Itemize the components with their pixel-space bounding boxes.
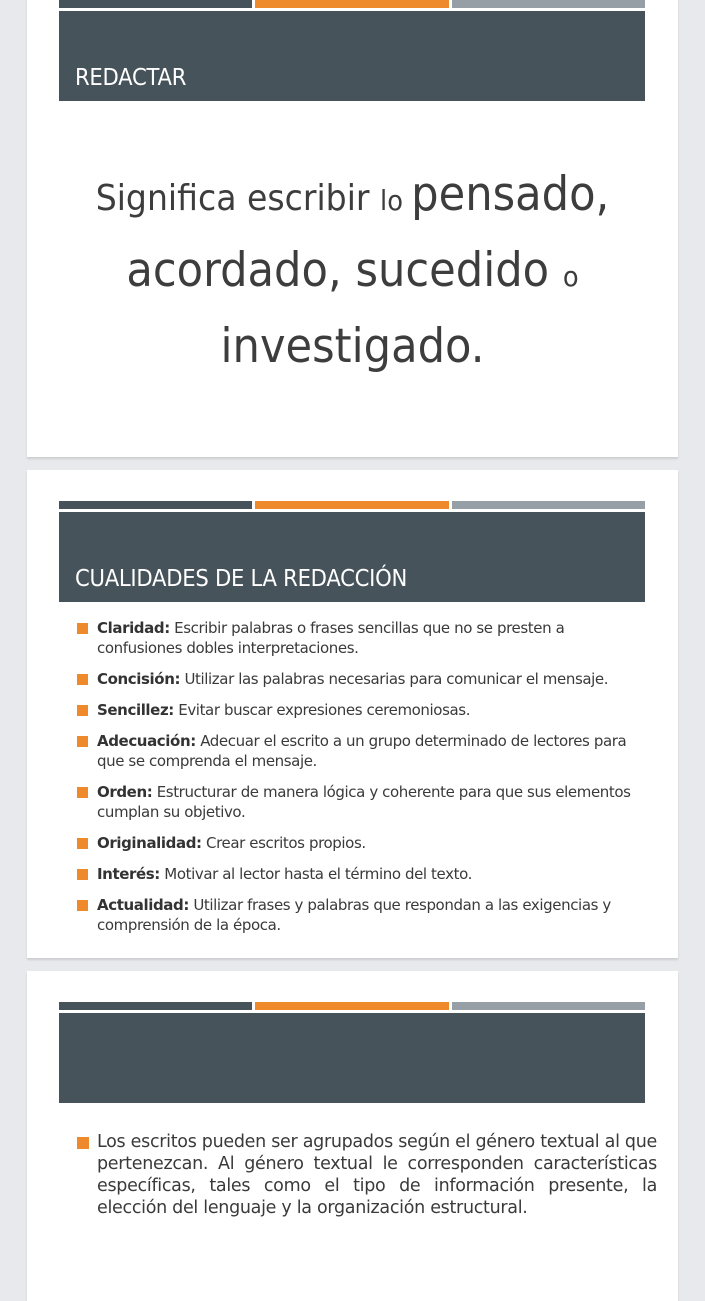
list-item-actualidad: Actualidad: Utilizar frases y palabras que respondan a las exigencias y comprensión de la época. xyxy=(77,895,637,935)
slide-title: REDACTAR xyxy=(75,65,187,91)
slide-header xyxy=(59,512,645,602)
accent-stripes xyxy=(59,501,645,509)
slide-title: CUALIDADES DE LA REDACCIÓN xyxy=(75,566,408,592)
definition-line-3: investigado. xyxy=(220,319,485,374)
stripe-dark xyxy=(59,1002,252,1010)
stripe-dark xyxy=(59,0,252,8)
list-item-claridad: Claridad: Escribir palabras o frases sencillas que no se presten a confusiones dobles interpretaciones. xyxy=(77,618,637,658)
list-item-orden: Orden: Estructurar de manera lógica y coherente para que sus elementos cumplan su objetivo. xyxy=(77,782,637,822)
stripe-gray xyxy=(452,1002,645,1010)
genre-paragraph: Los escritos pueden ser agrupados según el género textual al que pertenezcan. Al género textual le corresponden características específicas, tales como el tipo de información presente, la elección del lenguaje y la organización estructural. xyxy=(77,1131,657,1219)
square-bullet-icon xyxy=(77,736,88,747)
list-item-concision: Concisión: Utilizar las palabras necesarias para comunicar el mensaje. xyxy=(77,669,637,689)
square-bullet-icon xyxy=(77,900,88,911)
slide-header xyxy=(59,1013,645,1103)
list-item-adecuacion: Adecuación: Adecuar el escrito a un grupo determinado de lectores para que se comprenda el mensaje. xyxy=(77,731,637,771)
stripe-dark xyxy=(59,501,252,509)
slide-redactar xyxy=(27,0,678,457)
stripe-gray xyxy=(452,501,645,509)
stripe-orange xyxy=(255,0,448,8)
qualities-list xyxy=(77,618,637,946)
list-item-originalidad: Originalidad: Crear escritos propios. xyxy=(77,833,637,853)
slide-generos xyxy=(27,971,678,1301)
square-bullet-icon xyxy=(77,838,88,849)
definition-text xyxy=(27,160,678,383)
square-bullet-icon xyxy=(77,674,88,685)
square-bullet-icon xyxy=(77,1137,89,1149)
slide-cualidades xyxy=(27,470,678,958)
accent-stripes xyxy=(59,1002,645,1010)
square-bullet-icon xyxy=(77,787,88,798)
square-bullet-icon xyxy=(77,869,88,880)
stripe-orange xyxy=(255,1002,448,1010)
square-bullet-icon xyxy=(77,705,88,716)
stripe-orange xyxy=(255,501,448,509)
square-bullet-icon xyxy=(77,623,88,634)
list-item-interes: Interés: Motivar al lector hasta el término del texto. xyxy=(77,864,637,884)
accent-stripes xyxy=(59,0,645,8)
slide-header xyxy=(59,11,645,101)
list-item-sencillez: Sencillez: Evitar buscar expresiones ceremoniosas. xyxy=(77,700,637,720)
definition-line-2: acordado, sucedido o xyxy=(126,243,579,298)
definition-line-1: Significa escribir lo pensado, xyxy=(95,167,610,222)
stripe-gray xyxy=(452,0,645,8)
